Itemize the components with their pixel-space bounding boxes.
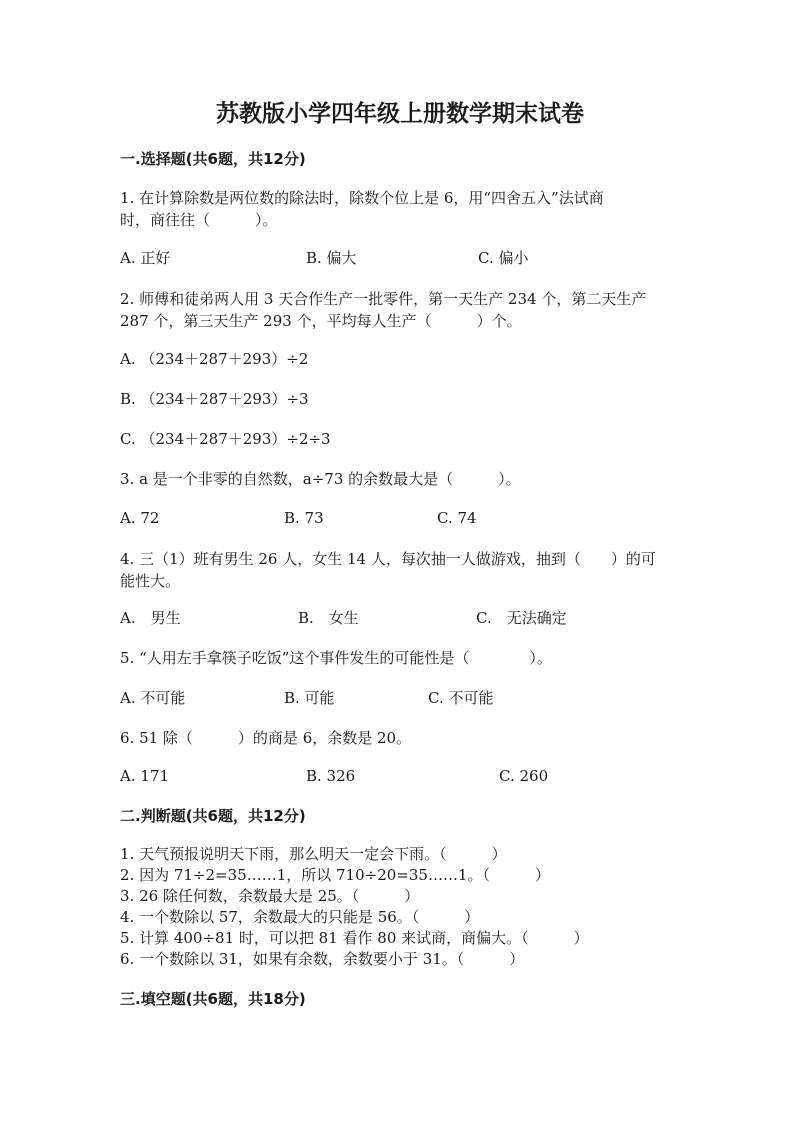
question-6-option-a: A. 171 [120,767,169,785]
question-1-option-a: A. 正好 [120,249,171,267]
question-4-line-1: 4. 三（1）班有男生 26 人，女生 14 人，每次抽一人做游戏，抽到（ ）的可 [120,550,656,568]
question-5-option-a: A. 不可能 [120,689,186,707]
question-2-line-1: 2. 师傅和徒弟两人用 3 天合作生产一批零件，第一天生产 234 个，第二天生产 [120,290,647,308]
judgment-item-3: 3. 26 除任何数，余数最大是 25。（ ） [120,887,420,905]
question-5-line-1: 5. “人用左手拿筷子吃饭”这个事件发生的可能性是（ ）。 [120,649,552,667]
question-1-line-1: 1. 在计算除数是两位数的除法时，除数个位上是 6，用“四舍五入”法试商 [120,189,604,207]
judgment-item-1: 1. 天气预报说明天下雨，那么明天一定会下雨。（ ） [120,845,507,863]
question-3-option-c: C. 74 [437,509,477,527]
section-heading-choice: 一.选择题(共6题，共12分) [120,150,306,168]
question-3-option-b: B. 73 [284,509,324,527]
question-1-option-b: B. 偏大 [306,249,357,267]
page-title: 苏教版小学四年级上册数学期末试卷 [216,100,584,127]
question-2-option-a: A. （234＋287＋293）÷2 [120,350,309,368]
question-2-line-2: 287 个，第三天生产 293 个，平均每人生产（ ）个。 [120,312,522,330]
section-heading-judgment: 二.判断题(共6题，共12分) [120,807,306,825]
section-heading-fill-blank: 三.填空题(共6题，共18分) [120,990,306,1008]
question-6-line-1: 6. 51 除（ ）的商是 6，余数是 20。 [120,729,412,747]
question-3-option-a: A. 72 [120,509,160,527]
question-1-line-2: 时，商往往（ ）。 [120,211,278,229]
question-2-option-b: B. （234＋287＋293）÷3 [120,390,309,408]
question-4-option-b: B. 女生 [298,609,359,627]
question-4-option-a: A. 男生 [120,609,181,627]
question-4-line-2: 能性大。 [120,572,181,590]
question-1-option-c: C. 偏小 [478,249,529,267]
question-4-option-c: C. 无法确定 [476,609,567,627]
question-6-option-b: B. 326 [306,767,356,785]
question-3-line-1: 3. a 是一个非零的自然数，a÷73 的余数最大是（ ）。 [120,470,521,488]
question-2-option-c: C. （234＋287＋293）÷2÷3 [120,430,331,448]
judgment-item-5: 5. 计算 400÷81 时，可以把 81 看作 80 来试商，商偏大。（ ） [120,929,589,947]
judgment-item-6: 6. 一个数除以 31，如果有余数，余数要小于 31。（ ） [120,950,525,968]
judgment-item-4: 4. 一个数除以 57，余数最大的只能是 56。（ ） [120,908,480,926]
question-6-option-c: C. 260 [499,767,549,785]
judgment-item-2: 2. 因为 71÷2=35……1，所以 710÷20=35……1。（ ） [120,866,550,884]
question-5-option-b: B. 可能 [284,689,335,707]
question-5-option-c: C. 不可能 [428,689,494,707]
